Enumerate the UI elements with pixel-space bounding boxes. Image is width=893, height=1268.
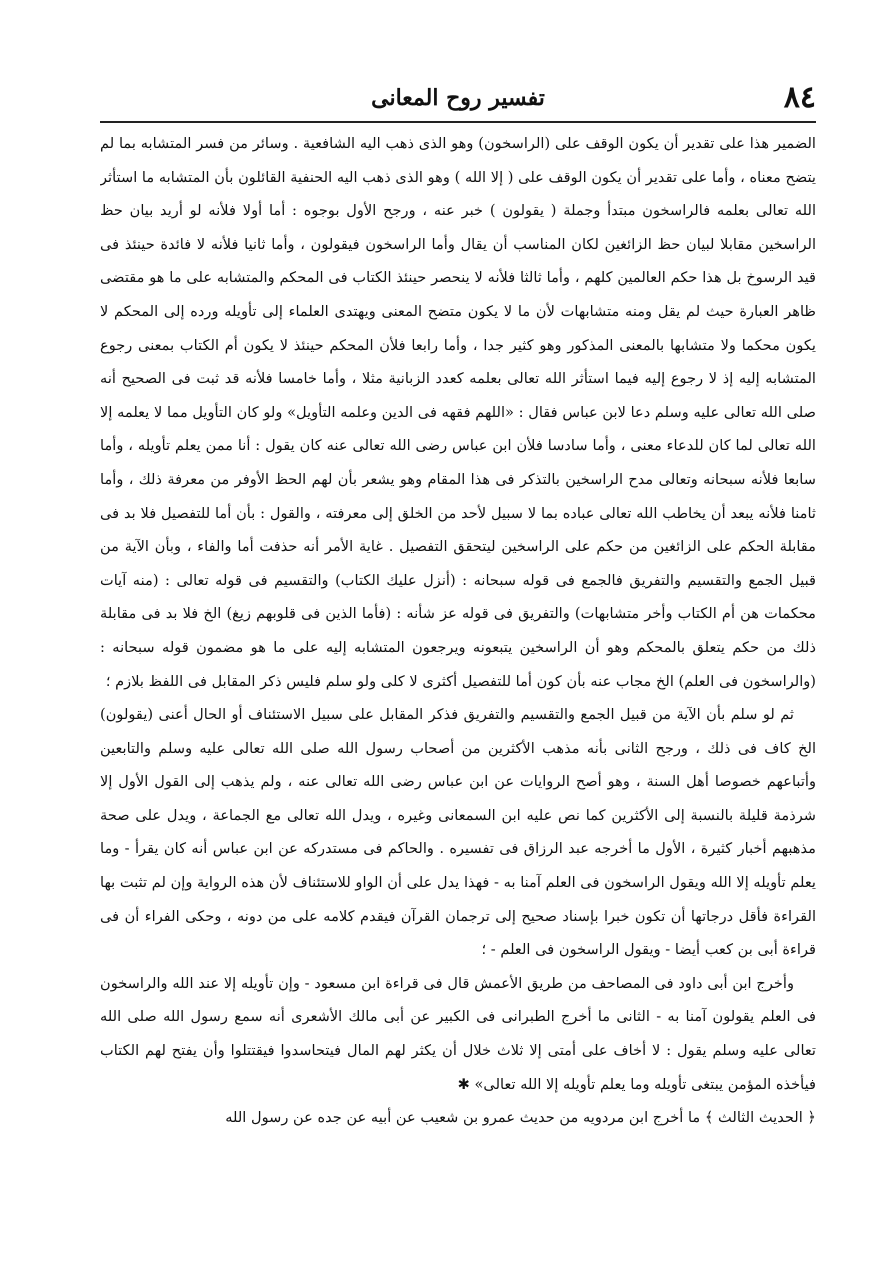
page-number: ٨٤ [783,80,816,115]
paragraph-3: وأخرج ابن أبى داود فى المصاحف من طريق الأعمش قال فى قراءة ابن مسعود - وإن تأويله إلا عند الله والراسخون فى العلم يقولون آمنا به - الثانى ما أخرج الطبرانى فى الكبير عن أبى مالك الأشعرى أنه سمع رسول الله صلى الله تعالى عليه وسلم يقول : لا أخاف على أمتى إلا ثلاث خلال أن يكثر لهم المال فيتحاسدوا فيقتتلوا وأن يفتح لهم الكتاب فيأخذه المؤمن يبتغى تأويله وما يعلم تأويله إلا الله تعالى» ✱ [100,974,816,1093]
running-title: تفسير روح المعانى [371,85,545,111]
page-header [100,78,816,118]
body-text [100,127,816,1157]
paragraph-4-third-hadith: ﴿ الحديث الثالث ﴾ ما أخرج ابن مردويه من حديث عمرو بن شعيب عن أبيه عن جده عن رسول الله [225,1109,816,1127]
header-rule [100,121,816,123]
paragraph-2: ثم لو سلم بأن الآية من قبيل الجمع والتقسيم والتفريق فذكر المقابل على سبيل الاستئناف أو الحال أعنى (يقولون) الخ كاف فى ذلك ، ورجح الثانى بأنه مذهب الأكثرين من أصحاب رسول الله صلى الله تعالى عليه وسلم والتابعين وأتباعهم خصوصا أهل السنة ، وهو أصح الروايات عن ابن عباس رضى الله تعالى عنه ، ولم يذهب إلى القول الأول إلا شرذمة قليلة بالنسبة إلى الأكثرين كما نص عليه ابن السمعانى وغيره ، ويدل الله تعالى مع الجماعة ، ويدل على صحة مذهبهم أخبار كثيرة ، الأول ما أخرجه عبد الرزاق فى تفسيره . والحاكم فى مستدركه عن ابن عباس أنه كان يقرأ - وما يعلم تأويله إلا الله ويقول الراسخون فى العلم آمنا به - فهذا يدل على أن الواو للاستئناف لأن هذه الرواية وإن لم تثبت بها القراءة فأقل درجاتها أن تكون خبرا بإسناد صحيح إلى ترجمان القرآن فيقدم كلامه على من دونه ، وحكى الفراء أن فى قراءة أبى بن كعب أيضا - ويقول الراسخون فى العلم - ؛ [100,706,816,959]
paragraph-1: الضمير هذا على تقدير أن يكون الوقف على (الراسخون) وهو الذى ذهب اليه الشافعية . وسائر من فسر المتشابه بما لم يتضح معناه ، وأما على تقدير أن يكون الوقف على ( إلا الله ) وهو الذى ذهب اليه الحنفية القائلون بأن المتشابه ما استأثر الله تعالى بعلمه فالراسخون مبتدأ وجملة ( يقولون ) خبر عنه ، ورجح الأول بوجوه : أما أولا فلأنه لو أريد بيان حظ الراسخين مقابلا لبيان حظ الزائغين لكان المناسب أن يقال وأما الراسخون فيقولون ، وأما ثانيا فلأنه لا فائدة حينئذ فى قيد الرسوخ بل هذا حكم العالمين كلهم ، وأما ثالثا فلأنه لا ينحصر حينئذ الكتاب فى المحكم والمتشابه على ما هو مقتضى ظاهر العبارة حيث لم يقل ومنه متشابهات لأن ما لا يكون متضح المعنى ويهتدى العلماء إلى تأويله ورده إلى المحكم لا يكون محكما ولا متشابها بالمعنى المذكور وهو كثير جدا ، وأما رابعا فلأن المحكم حينئذ لا يكون أم الكتاب بمعنى رجوع المتشابه إليه إذ لا رجوع إليه فيما استأثر الله تعالى بعلمه كعدد الزبانية مثلا ، وأما خامسا فلأنه قد ثبت فى الصحيح أنه صلى الله تعالى عليه وسلم دعا لابن عباس فقال : «اللهم فقهه فى الدين وعلمه التأويل» ولو كان التأويل مما لا يعلمه إلا الله تعالى لما كان للدعاء معنى ، وأما سادسا فلأن ابن عباس رضى الله تعالى عنه كان يقول : أنا ممن يعلم تأويله ، وأما سابعا فلأنه سبحانه وتعالى مدح الراسخين بالتذكر فى هذا المقام وهو يشعر بأن لهم الحظ الأوفر من معرفة ذلك ، وأما ثامنا فلأنه يبعد أن يخاطب الله تعالى عباده بما لا سبيل لأحد من الخلق إلى معرفته ، والقول : بأن أما للتفصيل فلا بد فى مقابلة الحكم على الزائغين من حكم على الراسخين ليتحقق التفصيل . غاية الأمر أنه حذفت أما والفاء ، وبأن الآية من قبيل الجمع والتقسيم والتفريق فالجمع فى قوله سبحانه : (أنزل عليك الكتاب) والتقسيم فى قوله تعالى : (منه آيات محكمات هن أم الكتاب وأخر متشابهات) والتفريق فى قوله عز شأنه : (فأما الذين فى قلوبهم زيغ) الخ فلا بد فى مقابلة ذلك من حكم يتعلق بالمحكم وهو أن الراسخين يتبعونه ويرجعون المتشابه إليه على ما هو مضمون قوله سبحانه : (والراسخون فى العلم) الخ مجاب عنه بأن كون أما للتفصيل أكثرى لا كلى ولو سلم فليس ذكر المقابل فى اللفظ بلازم ؛ [100,135,816,690]
